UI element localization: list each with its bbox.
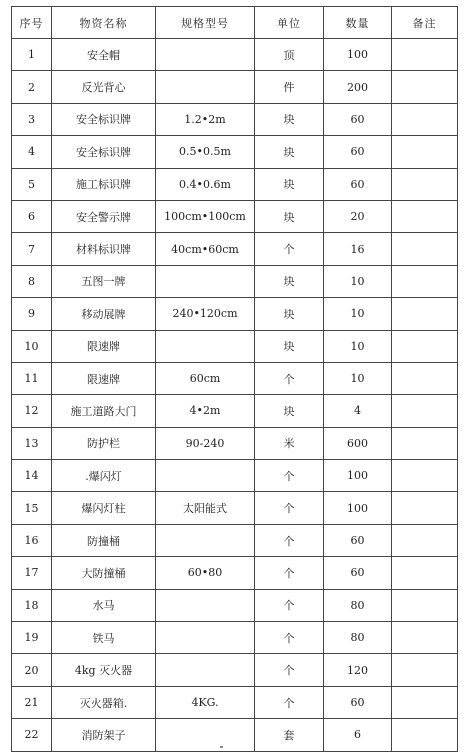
cell-note xyxy=(392,362,458,394)
cell-spec: 4KG. xyxy=(156,686,255,718)
cell-spec xyxy=(156,524,255,556)
cell-note xyxy=(392,524,458,556)
col-header-unit: 单位 xyxy=(255,7,324,39)
cell-no: 4 xyxy=(12,136,52,168)
cell-unit: 块 xyxy=(255,330,324,362)
cell-name: 灭火器箱. xyxy=(52,686,156,718)
cell-no: 7 xyxy=(12,233,52,265)
cell-spec xyxy=(156,460,255,492)
cell-spec: 0.4•0.6m xyxy=(156,168,255,200)
cell-qty: 16 xyxy=(324,233,392,265)
cell-note xyxy=(392,492,458,524)
cell-name: 4kg 灭火器 xyxy=(52,654,156,686)
cell-spec: 240•120cm xyxy=(156,298,255,330)
cell-note xyxy=(392,654,458,686)
cell-note xyxy=(392,330,458,362)
cell-unit: 套 xyxy=(255,719,324,751)
table-row xyxy=(12,395,458,427)
cell-spec: 60•80 xyxy=(156,557,255,589)
cell-qty: 100 xyxy=(324,39,392,71)
cell-no: 8 xyxy=(12,265,52,297)
cell-unit: 顶 xyxy=(255,39,324,71)
cell-unit: 块 xyxy=(255,395,324,427)
cell-qty: 100 xyxy=(324,492,392,524)
table-row xyxy=(12,622,458,654)
cell-spec: 4•2m xyxy=(156,395,255,427)
cell-unit: 个 xyxy=(255,233,324,265)
cell-note xyxy=(392,719,458,751)
cell-note xyxy=(392,136,458,168)
cell-name: 防护栏 xyxy=(52,427,156,459)
header-row xyxy=(12,7,458,39)
cell-qty: 60 xyxy=(324,524,392,556)
cell-note xyxy=(392,686,458,718)
cell-unit: 个 xyxy=(255,686,324,718)
materials-table xyxy=(11,6,458,752)
cell-spec xyxy=(156,330,255,362)
cell-qty: 60 xyxy=(324,168,392,200)
cell-qty: 120 xyxy=(324,654,392,686)
cell-no: 1 xyxy=(12,39,52,71)
cell-qty: 600 xyxy=(324,427,392,459)
cell-qty: 60 xyxy=(324,103,392,135)
cell-spec xyxy=(156,589,255,621)
cell-unit: 个 xyxy=(255,524,324,556)
cell-name: 移动展牌 xyxy=(52,298,156,330)
cell-no: 11 xyxy=(12,362,52,394)
cell-note xyxy=(392,168,458,200)
cell-note xyxy=(392,460,458,492)
cell-no: 20 xyxy=(12,654,52,686)
cell-qty: 80 xyxy=(324,589,392,621)
table-row xyxy=(12,524,458,556)
cell-unit: 件 xyxy=(255,71,324,103)
cell-name: 水马 xyxy=(52,589,156,621)
table-row xyxy=(12,686,458,718)
cell-qty: 6 xyxy=(324,719,392,751)
col-header-qty: 数量 xyxy=(324,7,392,39)
cell-unit: 个 xyxy=(255,557,324,589)
cell-no: 13 xyxy=(12,427,52,459)
cell-note xyxy=(392,200,458,232)
cell-unit: 个 xyxy=(255,654,324,686)
cell-name: 施工标识牌 xyxy=(52,168,156,200)
cell-qty: 200 xyxy=(324,71,392,103)
table-body xyxy=(12,39,458,752)
cell-note xyxy=(392,622,458,654)
cell-qty: 60 xyxy=(324,557,392,589)
cell-no: 3 xyxy=(12,103,52,135)
cell-no: 14 xyxy=(12,460,52,492)
cell-qty: 10 xyxy=(324,330,392,362)
cell-spec xyxy=(156,265,255,297)
cell-qty: 20 xyxy=(324,200,392,232)
cell-qty: 60 xyxy=(324,136,392,168)
cell-note xyxy=(392,427,458,459)
cell-unit: 块 xyxy=(255,168,324,200)
cell-name: 爆闪灯柱 xyxy=(52,492,156,524)
cell-unit: 块 xyxy=(255,298,324,330)
table-row xyxy=(12,719,458,751)
cell-spec: 40cm•60cm xyxy=(156,233,255,265)
cell-spec xyxy=(156,39,255,71)
table-row xyxy=(12,589,458,621)
col-header-note: 备注 xyxy=(392,7,458,39)
cell-no: 5 xyxy=(12,168,52,200)
cell-name: .爆闪灯 xyxy=(52,460,156,492)
cell-name: 施工道路大门 xyxy=(52,395,156,427)
table-row xyxy=(12,362,458,394)
cell-note xyxy=(392,589,458,621)
cell-no: 18 xyxy=(12,589,52,621)
table-row xyxy=(12,233,458,265)
cell-no: 2 xyxy=(12,71,52,103)
cell-spec: 1.2•2m xyxy=(156,103,255,135)
cell-name: 铁马 xyxy=(52,622,156,654)
cell-spec xyxy=(156,71,255,103)
cell-note xyxy=(392,39,458,71)
col-header-spec: 规格型号 xyxy=(156,7,255,39)
cell-no: 9 xyxy=(12,298,52,330)
page-mark xyxy=(220,746,223,748)
cell-qty: 10 xyxy=(324,298,392,330)
cell-name: 安全警示牌 xyxy=(52,200,156,232)
cell-no: 21 xyxy=(12,686,52,718)
cell-name: 安全标识牌 xyxy=(52,103,156,135)
cell-unit: 个 xyxy=(255,622,324,654)
cell-spec xyxy=(156,654,255,686)
table-row xyxy=(12,39,458,71)
table-row xyxy=(12,136,458,168)
cell-no: 12 xyxy=(12,395,52,427)
cell-unit: 块 xyxy=(255,200,324,232)
cell-qty: 10 xyxy=(324,362,392,394)
cell-qty: 60 xyxy=(324,686,392,718)
cell-qty: 10 xyxy=(324,265,392,297)
cell-unit: 个 xyxy=(255,362,324,394)
table-row xyxy=(12,168,458,200)
cell-unit: 个 xyxy=(255,589,324,621)
cell-name: 大防撞桶 xyxy=(52,557,156,589)
cell-name: 限速牌 xyxy=(52,362,156,394)
cell-no: 16 xyxy=(12,524,52,556)
cell-name: 消防架子 xyxy=(52,719,156,751)
cell-note xyxy=(392,71,458,103)
table-row xyxy=(12,557,458,589)
table-row xyxy=(12,103,458,135)
cell-qty: 4 xyxy=(324,395,392,427)
table-row xyxy=(12,427,458,459)
cell-spec xyxy=(156,622,255,654)
cell-name: 安全标识牌 xyxy=(52,136,156,168)
cell-no: 6 xyxy=(12,200,52,232)
cell-name: 防撞桶 xyxy=(52,524,156,556)
cell-no: 19 xyxy=(12,622,52,654)
table-row xyxy=(12,330,458,362)
cell-note xyxy=(392,233,458,265)
cell-unit: 个 xyxy=(255,460,324,492)
cell-no: 17 xyxy=(12,557,52,589)
table-row xyxy=(12,654,458,686)
cell-note xyxy=(392,298,458,330)
cell-qty: 100 xyxy=(324,460,392,492)
cell-qty: 80 xyxy=(324,622,392,654)
cell-spec: 100cm•100cm xyxy=(156,200,255,232)
cell-unit: 块 xyxy=(255,103,324,135)
cell-spec: 60cm xyxy=(156,362,255,394)
cell-spec: 太阳能式 xyxy=(156,492,255,524)
cell-name: 材料标识牌 xyxy=(52,233,156,265)
cell-spec: 90-240 xyxy=(156,427,255,459)
cell-no: 15 xyxy=(12,492,52,524)
cell-unit: 块 xyxy=(255,136,324,168)
col-header-name: 物资名称 xyxy=(52,7,156,39)
cell-note xyxy=(392,265,458,297)
cell-unit: 米 xyxy=(255,427,324,459)
cell-spec: 0.5•0.5m xyxy=(156,136,255,168)
table-row xyxy=(12,298,458,330)
cell-name: 反光背心 xyxy=(52,71,156,103)
cell-note xyxy=(392,103,458,135)
cell-name: 限速牌 xyxy=(52,330,156,362)
cell-unit: 个 xyxy=(255,492,324,524)
table-row xyxy=(12,200,458,232)
cell-spec xyxy=(156,719,255,751)
table-row xyxy=(12,492,458,524)
cell-no: 22 xyxy=(12,719,52,751)
cell-note xyxy=(392,395,458,427)
cell-name: 安全帽 xyxy=(52,39,156,71)
cell-no: 10 xyxy=(12,330,52,362)
table-row xyxy=(12,71,458,103)
table-row xyxy=(12,265,458,297)
cell-unit: 块 xyxy=(255,265,324,297)
cell-note xyxy=(392,557,458,589)
table-row xyxy=(12,460,458,492)
cell-name: 五图一牌 xyxy=(52,265,156,297)
col-header-no: 序号 xyxy=(12,7,52,39)
